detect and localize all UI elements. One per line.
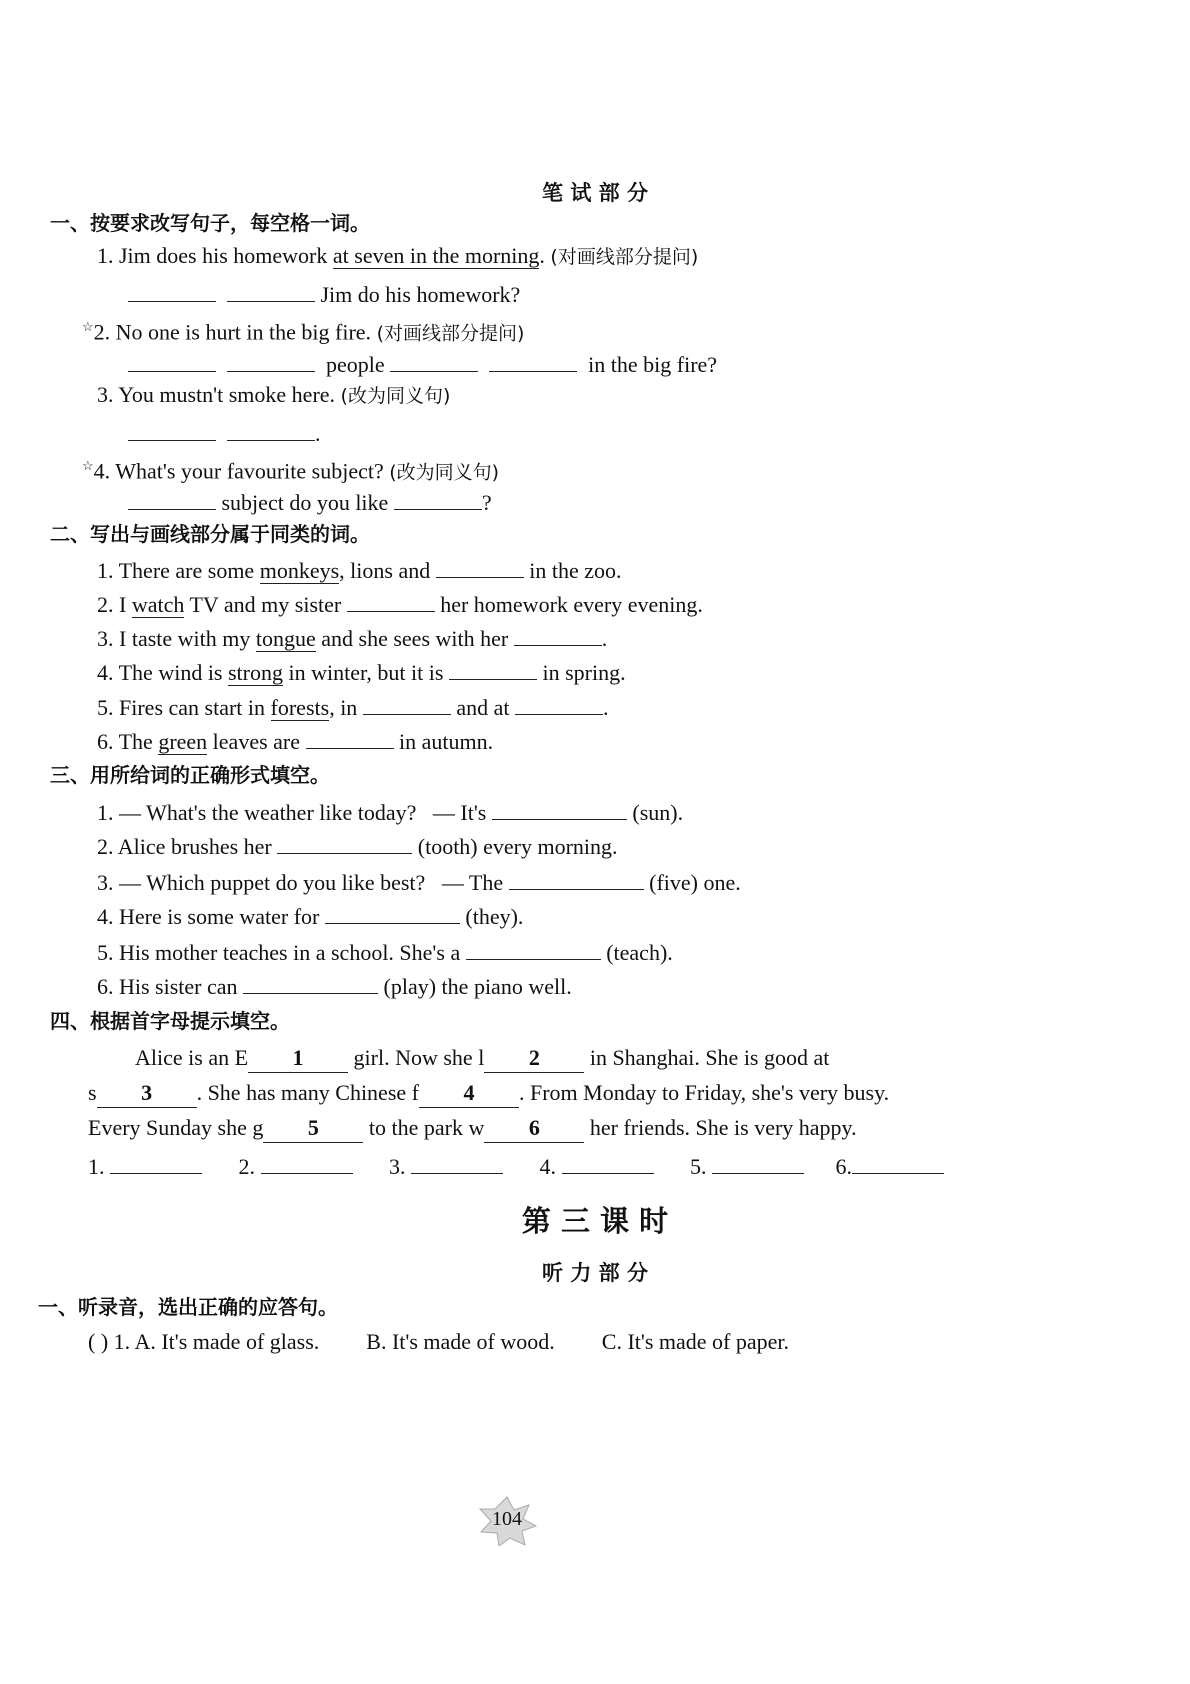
initial-letter: f	[411, 1080, 419, 1105]
answer-tail: in the big fire?	[588, 352, 718, 377]
star-icon: ☆	[82, 458, 94, 473]
p3-q1	[97, 797, 683, 827]
p4-answer-row	[88, 1151, 968, 1181]
q-number: 5.	[97, 695, 114, 720]
underlined-word: strong	[228, 660, 283, 685]
q-text: His mother teaches in a school. She's a	[119, 940, 461, 965]
answer-blank[interactable]	[436, 555, 524, 578]
q-number: 1.	[97, 243, 114, 268]
blank-5[interactable]: 5	[263, 1114, 363, 1143]
q-text: You mustn't smoke here.	[118, 382, 336, 407]
answer-tail: Jim do his homework?	[320, 282, 521, 307]
q-text: Fires can start in	[119, 695, 271, 720]
passage-text: girl. Now she	[353, 1045, 473, 1070]
initial-letter: l	[478, 1045, 485, 1070]
passage-text: her friends. She is very happy.	[589, 1115, 857, 1140]
q-number: 1.	[97, 800, 114, 825]
part4-heading: 四、根据首字母提示填空。	[50, 1009, 290, 1033]
page-number-badge	[477, 1496, 537, 1546]
q-text: in winter, but it is	[283, 660, 444, 685]
answer-number: 4.	[539, 1154, 556, 1179]
answer-blank[interactable]	[325, 901, 460, 924]
p1-q4-answer	[128, 487, 492, 517]
initial-letter: w	[468, 1115, 485, 1140]
answer-blank[interactable]	[449, 657, 537, 680]
p3-q4	[97, 901, 523, 931]
q-number: 6.	[97, 729, 114, 754]
passage-text: in Shanghai. She is good at	[589, 1045, 830, 1070]
q-text: .	[602, 695, 609, 720]
q-text: The wind is	[118, 660, 228, 685]
initial-letter: g	[252, 1115, 264, 1140]
p2-q4	[97, 657, 626, 687]
answer-blank[interactable]	[515, 692, 603, 715]
q-text: .	[601, 626, 608, 651]
p3-q6	[97, 971, 572, 1001]
q-punct: .	[539, 243, 545, 268]
option-c: C. It's made of paper.	[601, 1329, 790, 1354]
answer-blank[interactable]	[492, 797, 627, 820]
star-icon: ☆	[82, 319, 94, 334]
p4-line2	[88, 1079, 889, 1108]
q-text: , in	[329, 695, 358, 720]
q-number: 2.	[93, 319, 111, 345]
answer-blank[interactable]	[128, 349, 216, 372]
answer-blank[interactable]	[243, 971, 378, 994]
answer-blank[interactable]	[562, 1151, 654, 1174]
instruction-hint: (对画线部分提问)	[550, 246, 699, 268]
answer-blank[interactable]	[227, 349, 315, 372]
answer-blank[interactable]	[277, 831, 412, 854]
answer-number: 1.	[88, 1154, 105, 1179]
p1-q2-answer	[128, 349, 717, 379]
q-number: 2.	[97, 592, 114, 617]
p1-q3-answer	[128, 418, 321, 448]
p2-q2	[97, 589, 703, 619]
listen1-heading: 一、听录音，选出正确的应答句。	[38, 1295, 338, 1319]
answer-blank[interactable]	[489, 349, 577, 372]
q-text: in autumn.	[399, 729, 494, 754]
q-number: 1.	[97, 558, 114, 583]
q-text: Here is some water for	[119, 904, 320, 929]
blank-3[interactable]: 3	[97, 1079, 197, 1108]
answer-blank[interactable]	[514, 623, 602, 646]
lesson-title: 第 三 课 时	[521, 1204, 669, 1238]
answer-tail: ?	[481, 490, 492, 515]
p2-q5	[97, 692, 608, 722]
answer-blank[interactable]	[509, 867, 644, 890]
answer-blank[interactable]	[128, 279, 216, 302]
q-text: There are some	[118, 558, 260, 583]
answer-blank[interactable]	[390, 349, 478, 372]
answer-blank[interactable]	[227, 418, 315, 441]
q-text: — What's the weather like today?	[119, 800, 417, 825]
p4-line1	[135, 1044, 829, 1073]
given-word: (they).	[465, 904, 524, 929]
p1-q1-answer	[128, 279, 520, 309]
answer-paren[interactable]: ( )	[88, 1329, 109, 1354]
p3-q2	[97, 831, 618, 861]
section-title-listening: 听 力 部 分	[542, 1261, 648, 1285]
q-text: TV and my sister	[184, 592, 342, 617]
given-word: (teach).	[606, 940, 673, 965]
q-text: in the zoo.	[529, 558, 622, 583]
q-number: 4.	[97, 904, 114, 929]
passage-text: Every Sunday she	[88, 1115, 247, 1140]
q-text: in spring.	[542, 660, 626, 685]
instruction-hint: (对画线部分提问)	[376, 322, 525, 345]
listen1-q1	[88, 1328, 789, 1356]
answer-mid: people	[326, 352, 385, 377]
q-text: Alice brushes her	[117, 834, 272, 859]
underlined-word: forests	[270, 695, 330, 720]
p3-q5	[97, 937, 673, 967]
passage-text: . From Monday to Friday, she's very busy.	[518, 1080, 890, 1105]
initial-letter: s	[88, 1080, 97, 1105]
part2-heading: 二、写出与画线部分属于同类的词。	[50, 522, 370, 546]
answer-blank[interactable]	[394, 487, 482, 510]
part3-heading: 三、用所给词的正确形式填空。	[50, 763, 330, 787]
q-text: — It's	[432, 800, 487, 825]
answer-blank[interactable]	[852, 1151, 944, 1174]
answer-blank[interactable]	[411, 1151, 503, 1174]
option-b: B. It's made of wood.	[366, 1329, 555, 1354]
passage-text: Alice is an	[135, 1045, 230, 1070]
instruction-hint: (改为同义句)	[389, 461, 500, 484]
section-title-written: 笔 试 部 分	[542, 181, 648, 205]
p1-q3	[97, 381, 450, 410]
underlined-word: monkeys	[259, 558, 340, 583]
q-text: His sister can	[119, 974, 238, 999]
underlined-phrase: at seven in the morning	[332, 243, 540, 268]
passage-text: . She has many Chinese	[196, 1080, 407, 1105]
answer-tail: .	[315, 421, 321, 446]
answer-number: 3.	[389, 1154, 406, 1179]
q-text: — Which puppet do you like best?	[119, 870, 426, 895]
underlined-word: tongue	[255, 626, 316, 651]
q-text: and she sees with her	[315, 626, 509, 651]
answer-blank[interactable]	[306, 726, 394, 749]
answer-blank[interactable]	[347, 589, 435, 612]
blank-1[interactable]: 1	[248, 1044, 348, 1073]
blank-4[interactable]: 4	[419, 1079, 519, 1108]
q-number: 3.	[97, 626, 114, 651]
given-word: (sun).	[632, 800, 684, 825]
underlined-word: watch	[131, 592, 185, 617]
answer-blank[interactable]	[128, 487, 216, 510]
q-text: I taste with my	[119, 626, 256, 651]
blank-6[interactable]: 6	[484, 1114, 584, 1143]
p1-q4	[82, 452, 499, 486]
q-number: 1.	[113, 1329, 131, 1354]
q-text: Jim does his homework	[119, 243, 333, 268]
q-number: 2.	[97, 834, 114, 859]
p3-q3	[97, 867, 741, 897]
q-number: 3.	[97, 382, 114, 407]
given-word: (five) one.	[649, 870, 741, 895]
p1-q2	[82, 313, 524, 347]
answer-blank[interactable]	[261, 1151, 353, 1174]
blank-2[interactable]: 2	[484, 1044, 584, 1073]
q-number: 4.	[93, 458, 111, 484]
underlined-word: green	[158, 729, 208, 754]
answer-blank[interactable]	[227, 279, 315, 302]
q-text: — The	[441, 870, 504, 895]
part1-heading: 一、按要求改写句子，每空格一词。	[50, 211, 370, 235]
q-text: and at	[456, 695, 510, 720]
instruction-hint: (改为同义句)	[340, 385, 451, 407]
initial-letter: E	[234, 1045, 249, 1070]
page-number: 104	[492, 1508, 522, 1530]
answer-blank[interactable]	[712, 1151, 804, 1174]
answer-number: 2.	[238, 1154, 255, 1179]
q-number: 6.	[97, 974, 114, 999]
q-number: 5.	[97, 940, 114, 965]
option-a: A. It's made of glass.	[134, 1329, 320, 1354]
q-text: The	[118, 729, 159, 754]
answer-blank[interactable]	[466, 937, 601, 960]
q-number: 3.	[97, 870, 114, 895]
answer-blank[interactable]	[128, 418, 216, 441]
q-text: , lions and	[339, 558, 431, 583]
answer-number: 5.	[690, 1154, 707, 1179]
answer-mid: subject do you like	[221, 490, 389, 515]
q-text: her homework every evening.	[440, 592, 703, 617]
p4-line3	[88, 1114, 857, 1143]
given-word: (play) the piano well.	[383, 974, 572, 999]
p2-q3	[97, 623, 607, 653]
p2-q1	[97, 555, 621, 585]
q-text: I	[119, 592, 132, 617]
given-word: (tooth) every morning.	[417, 834, 618, 859]
passage-text: to the park	[368, 1115, 463, 1140]
answer-blank[interactable]	[110, 1151, 202, 1174]
p2-q6	[97, 726, 493, 756]
answer-number: 6.	[835, 1154, 852, 1179]
q-text: leaves are	[207, 729, 300, 754]
q-text: No one is hurt in the big fire.	[115, 319, 372, 345]
q-number: 4.	[97, 660, 114, 685]
p1-q1	[97, 242, 698, 271]
answer-blank[interactable]	[363, 692, 451, 715]
q-text: What's your favourite subject?	[115, 458, 384, 484]
